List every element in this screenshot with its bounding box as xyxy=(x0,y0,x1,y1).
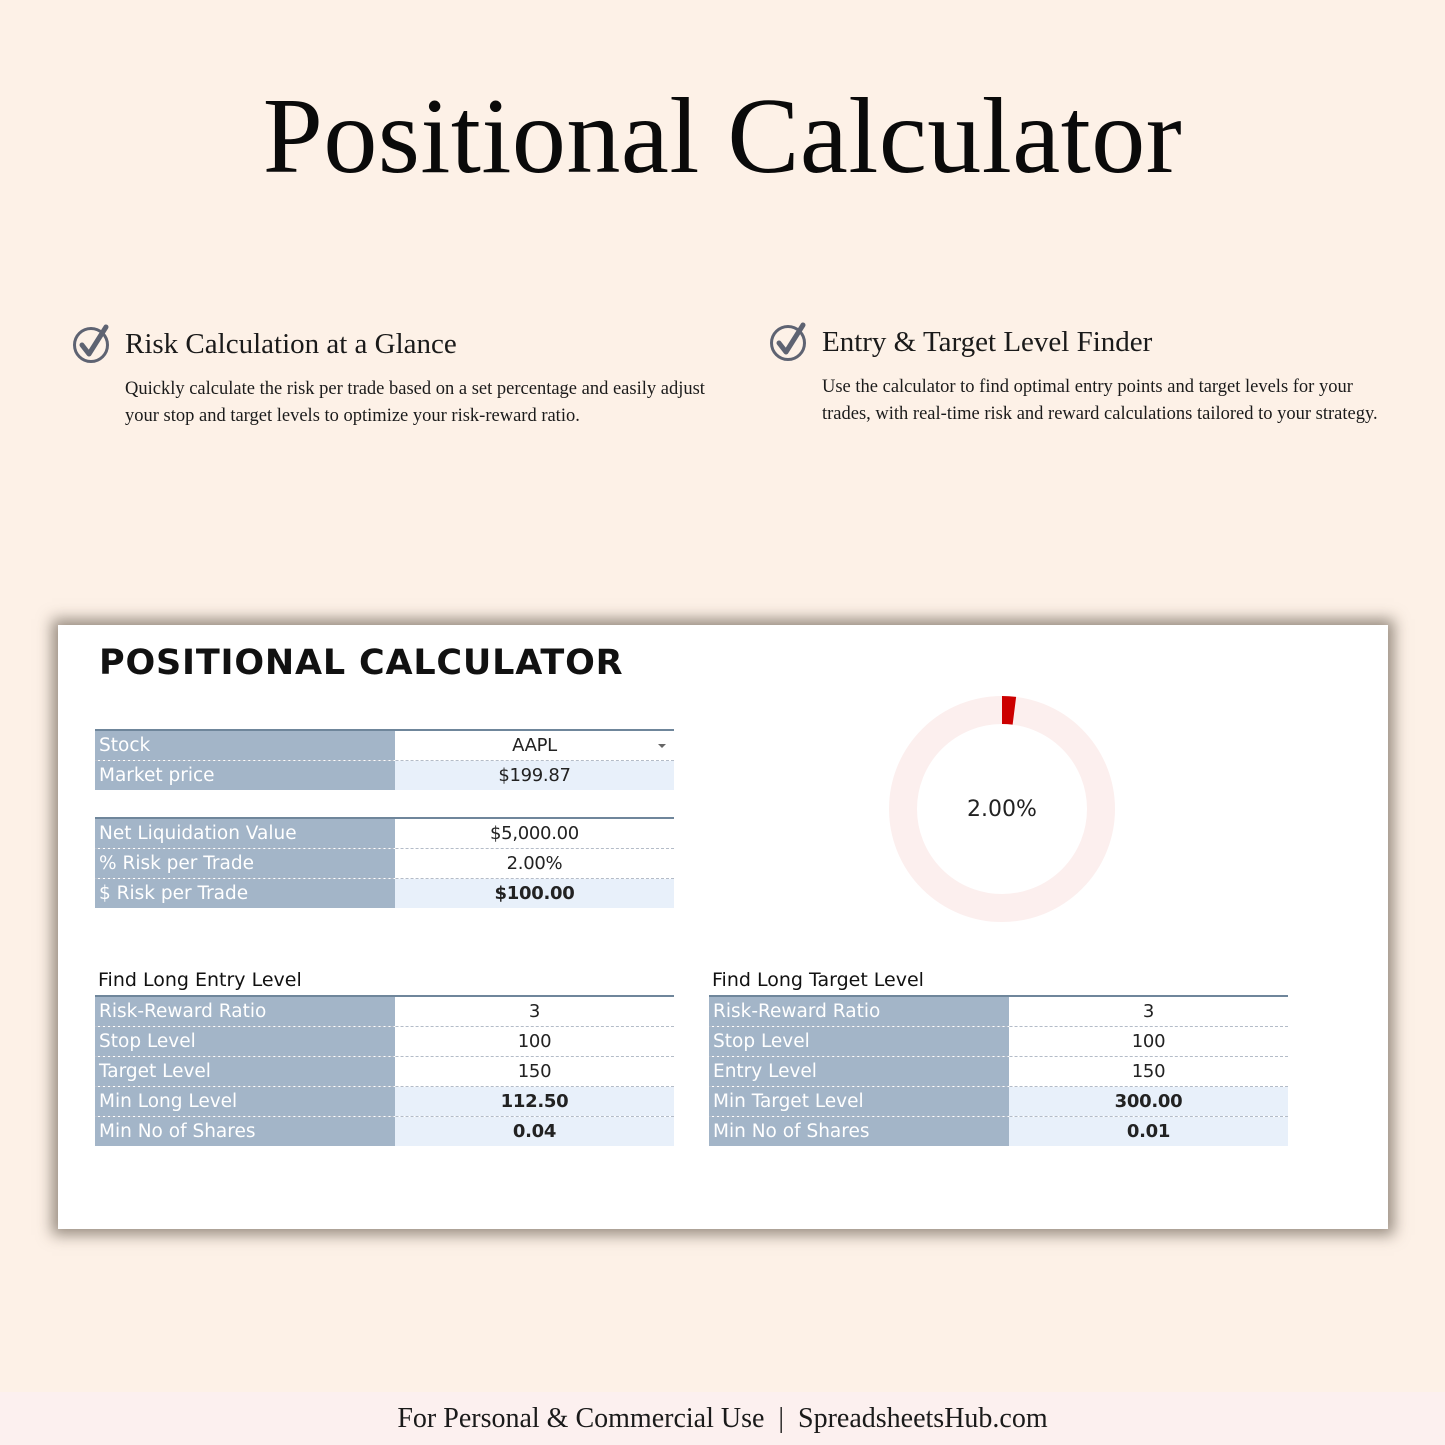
dollar-risk-value: $100.00 xyxy=(395,879,674,908)
target-section-title: Find Long Target Level xyxy=(712,969,924,991)
row-label: Entry Level xyxy=(709,1057,1009,1086)
feature-description: Use the calculator to find optimal entry points and target levels for your trades, with real-time risk and reward calculations tailored to your strategy. xyxy=(822,377,1378,424)
min-target-level-value: 300.00 xyxy=(1009,1087,1288,1116)
table-row xyxy=(709,1057,1288,1087)
row-label: Min Long Level xyxy=(95,1087,395,1116)
row-label: Min No of Shares xyxy=(95,1117,395,1146)
table-row xyxy=(95,819,674,849)
net-liquidation-input[interactable]: $5,000.00 xyxy=(490,823,579,844)
table-row xyxy=(95,731,674,761)
table-row xyxy=(95,1117,674,1146)
feature-entry-target-finder xyxy=(769,320,1389,427)
risk-table xyxy=(95,817,674,908)
percent-risk-label: % Risk per Trade xyxy=(95,849,395,878)
row-label: Stop Level xyxy=(95,1027,395,1056)
min-long-level-value: 112.50 xyxy=(395,1087,674,1116)
min-shares-value: 0.04 xyxy=(395,1117,674,1146)
stop-level-input[interactable]: 100 xyxy=(517,1031,552,1052)
page-title: Positional Calculator xyxy=(262,77,1183,196)
row-label: Min Target Level xyxy=(709,1087,1009,1116)
stock-select-value: AAPL xyxy=(512,735,557,756)
feature-heading: Entry & Target Level Finder xyxy=(822,326,1153,358)
net-liquidation-label: Net Liquidation Value xyxy=(95,819,395,848)
table-row xyxy=(95,1027,674,1057)
entry-section-title: Find Long Entry Level xyxy=(98,969,302,991)
check-circle-icon xyxy=(72,324,112,364)
feature-risk-calculation xyxy=(72,322,712,429)
stop-level-input[interactable]: 100 xyxy=(1131,1031,1166,1052)
row-label: Min No of Shares xyxy=(709,1117,1009,1146)
market-price-label: Market price xyxy=(95,761,395,790)
table-row xyxy=(95,997,674,1027)
target-level-input[interactable]: 150 xyxy=(517,1061,552,1082)
percent-risk-input[interactable]: 2.00% xyxy=(506,853,563,874)
table-row xyxy=(709,1027,1288,1057)
row-label: Target Level xyxy=(95,1057,395,1086)
table-row xyxy=(95,849,674,879)
table-row xyxy=(709,1087,1288,1117)
table-row xyxy=(95,761,674,790)
stock-table xyxy=(95,729,674,790)
target-table xyxy=(709,995,1288,1146)
entry-level-input[interactable]: 150 xyxy=(1131,1061,1166,1082)
table-row xyxy=(95,879,674,908)
min-shares-value: 0.01 xyxy=(1009,1117,1288,1146)
sheet-title: POSITIONAL CALCULATOR xyxy=(99,643,624,683)
market-price-value: $199.87 xyxy=(395,761,674,790)
dollar-risk-label: $ Risk per Trade xyxy=(95,879,395,908)
check-circle-icon xyxy=(769,322,809,362)
risk-reward-input[interactable]: 3 xyxy=(528,1001,541,1022)
risk-reward-input[interactable]: 3 xyxy=(1142,1001,1155,1022)
spreadsheet-screenshot xyxy=(58,625,1388,1229)
table-row xyxy=(95,1087,674,1117)
row-label: Stop Level xyxy=(709,1027,1009,1056)
feature-heading: Risk Calculation at a Glance xyxy=(125,328,457,360)
donut-value-label: 2.00% xyxy=(967,796,1037,822)
row-label: Risk-Reward Ratio xyxy=(95,997,395,1026)
footer-banner: For Personal & Commercial Use | SpreadsheetsHub.com xyxy=(0,1392,1445,1445)
table-row xyxy=(95,1057,674,1087)
table-row xyxy=(709,997,1288,1027)
row-label: Risk-Reward Ratio xyxy=(709,997,1009,1026)
stock-label: Stock xyxy=(95,731,395,760)
table-row xyxy=(709,1117,1288,1146)
chevron-down-icon[interactable] xyxy=(658,744,666,748)
entry-table xyxy=(95,995,674,1146)
stock-select[interactable] xyxy=(395,731,674,760)
feature-description: Quickly calculate the risk per trade based on a set percentage and easily adjust your stop and target levels to optimize your risk-reward ratio. xyxy=(125,379,705,426)
